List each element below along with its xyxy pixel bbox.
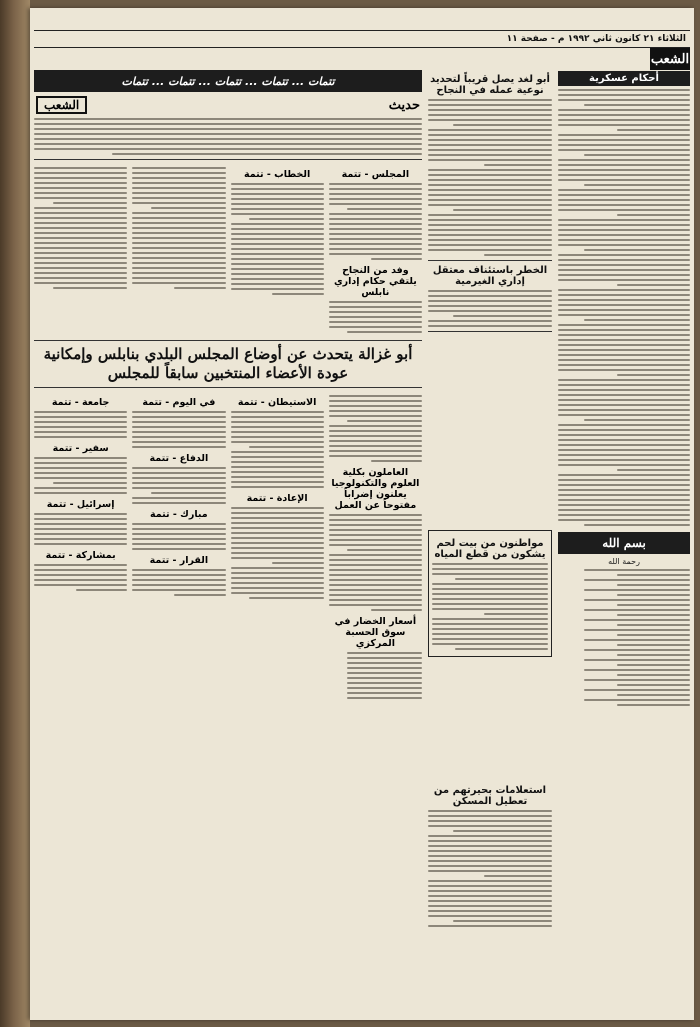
headline-decision: القرار - تتمة bbox=[149, 554, 209, 566]
main-headline-nablus: أبو غزالة يتحدث عن أوضاع المجلس البلدي بنابلس وإمكانية عودة الأعضاء المنتخبين سابقاً للمجلس bbox=[43, 345, 413, 382]
binder-edge bbox=[0, 0, 30, 1027]
hadith-title: حديث bbox=[388, 97, 420, 113]
continuations-banner: تتمات ... تتمات ... تتمات ... تتمات ... تتمات bbox=[34, 70, 422, 92]
main-subcol-4 bbox=[34, 164, 127, 336]
newspaper-logo: الشعب bbox=[650, 48, 690, 70]
headline-detention: الخطر باستئناف معتقل إداري الغيرمية bbox=[432, 265, 548, 287]
issue-date: الثلاثاء ٢١ كانون ثاني ١٩٩٢ م - صفحة ١١ bbox=[506, 34, 686, 44]
headline-vegetable-prices: أسعار الخضار في سوق الحسبة المركزي bbox=[334, 615, 417, 649]
headline-bethlehem-water: مواطنون من بيت لحم يشكون من قطع المياه bbox=[434, 538, 546, 560]
box-bethlehem-water bbox=[428, 530, 552, 657]
headline-ambassador: سفير - تتمة bbox=[52, 442, 109, 454]
headline-return: الإعادة - تتمة bbox=[246, 492, 308, 504]
main-subcol-3 bbox=[132, 164, 225, 336]
condolence-intro: رحمة الله bbox=[608, 557, 640, 566]
military-rulings-body bbox=[558, 89, 690, 526]
lower-subcol-3 bbox=[132, 392, 225, 702]
headline-mubarak: مبارك - تتمة bbox=[150, 508, 208, 520]
lower-subcolumns bbox=[34, 392, 422, 702]
main-subcol-1 bbox=[329, 164, 422, 336]
main-subcol-2 bbox=[231, 164, 324, 336]
headline-participation: بمشاركة - تتمة bbox=[45, 549, 116, 561]
headline-university: جامعة - تتمة bbox=[51, 396, 110, 408]
column-right bbox=[558, 70, 690, 1016]
page-header-bar bbox=[34, 30, 690, 48]
headline-najah-delegation: وفد من النجاح يلتقي حكام إداري نابلس bbox=[333, 265, 417, 298]
lower-subcol-4 bbox=[34, 392, 127, 702]
headline-council: المجلس - تتمة bbox=[341, 169, 410, 180]
headline-inquiries: استعلامات بحيرتهم من تعطيل المسكن bbox=[433, 785, 547, 807]
headline-settlement: الاستيطان - تتمة bbox=[237, 396, 317, 408]
column-main bbox=[34, 70, 422, 1016]
military-rulings-heading: أحكام عسكرية bbox=[558, 71, 690, 86]
headline-in-day: في اليوم - تتمة bbox=[142, 396, 216, 408]
hadith-body bbox=[34, 118, 422, 155]
lower-subcol-1 bbox=[329, 392, 422, 702]
headline-israel: إسرائيل - تتمة bbox=[46, 498, 115, 510]
hadith-badge: الشعب bbox=[36, 96, 87, 114]
headline-speech: الخطاب - تتمة bbox=[244, 169, 311, 180]
headline-defense: الدفاع - تتمة bbox=[149, 452, 209, 464]
lower-subcol-2 bbox=[231, 392, 324, 702]
condolence-banner: بسم الله bbox=[558, 532, 690, 554]
newspaper-page bbox=[30, 8, 694, 1020]
headline-science-strike: العاملون بكلية العلوم والتكنولوجيا يعلنون إضراباً مفتوحاً عن العمل bbox=[331, 466, 420, 511]
hadith-header bbox=[36, 96, 420, 114]
condolence-names bbox=[558, 569, 690, 706]
main-subcolumns bbox=[34, 164, 422, 336]
column-second bbox=[428, 70, 552, 1016]
headline-abu-lughod: أبو لغد يصل قريباً لتحديد نوعية عمله في النجاح bbox=[430, 74, 550, 96]
